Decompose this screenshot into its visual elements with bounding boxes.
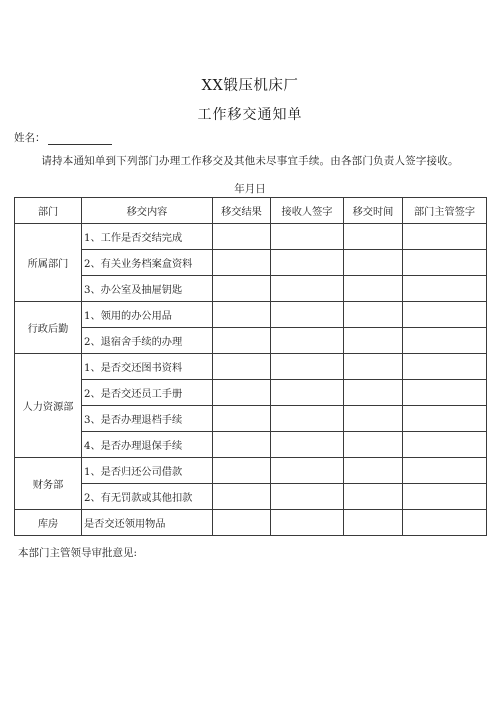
name-row bbox=[14, 130, 112, 145]
item-cell: 4、是否办理退保手续 bbox=[82, 432, 213, 458]
item-cell: 1、是否交还图书资料 bbox=[82, 354, 213, 380]
date-label: 年月日 bbox=[234, 183, 266, 195]
manager-sign-cell[interactable] bbox=[403, 380, 487, 406]
result-cell[interactable] bbox=[213, 510, 271, 536]
result-cell[interactable] bbox=[213, 354, 271, 380]
result-cell[interactable] bbox=[213, 406, 271, 432]
name-blank-line[interactable] bbox=[48, 132, 112, 145]
name-label: 姓名： bbox=[14, 132, 46, 144]
item-cell: 2、是否交还员工手册 bbox=[82, 380, 213, 406]
receiver-sign-cell[interactable] bbox=[271, 458, 344, 484]
manager-sign-cell[interactable] bbox=[403, 484, 487, 510]
item-cell: 1、领用的办公用品 bbox=[82, 302, 213, 328]
approval-label: 本部门主管领导审批意见: bbox=[18, 547, 138, 559]
table-row bbox=[15, 432, 487, 458]
result-cell[interactable] bbox=[213, 432, 271, 458]
item-cell: 3、办公室及抽屉钥匙 bbox=[82, 276, 213, 302]
form-title: 工作移交通知单 bbox=[197, 107, 303, 123]
header-result: 移交结果 bbox=[213, 198, 271, 224]
time-cell[interactable] bbox=[344, 354, 403, 380]
dept-cell: 财务部 bbox=[15, 458, 82, 510]
item-cell: 1、是否归还公司借款 bbox=[82, 458, 213, 484]
time-cell[interactable] bbox=[344, 224, 403, 250]
table-row bbox=[15, 276, 487, 302]
table-row bbox=[15, 224, 487, 250]
manager-sign-cell[interactable] bbox=[403, 354, 487, 380]
table-row bbox=[15, 406, 487, 432]
result-cell[interactable] bbox=[213, 276, 271, 302]
item-cell: 2、有关业务档案盒资料 bbox=[82, 250, 213, 276]
manager-sign-cell[interactable] bbox=[403, 224, 487, 250]
dept-cell: 行政后勤 bbox=[15, 302, 82, 354]
time-cell[interactable] bbox=[344, 380, 403, 406]
item-cell: 2、有无罚款或其他扣款 bbox=[82, 484, 213, 510]
notice-text: 请持本通知单到下列部门办理工作移交及其他未尽事宜手续。由各部门负责人签字接收。 bbox=[41, 155, 459, 167]
manager-sign-cell[interactable] bbox=[403, 458, 487, 484]
receiver-sign-cell[interactable] bbox=[271, 276, 344, 302]
table-row bbox=[15, 458, 487, 484]
table-row bbox=[15, 354, 487, 380]
receiver-sign-cell[interactable] bbox=[271, 224, 344, 250]
item-cell: 2、退宿舍手续的办理 bbox=[82, 328, 213, 354]
time-cell[interactable] bbox=[344, 406, 403, 432]
table-row bbox=[15, 380, 487, 406]
receiver-sign-cell[interactable] bbox=[271, 250, 344, 276]
result-cell[interactable] bbox=[213, 302, 271, 328]
time-cell[interactable] bbox=[344, 276, 403, 302]
manager-sign-cell[interactable] bbox=[403, 406, 487, 432]
result-cell[interactable] bbox=[213, 484, 271, 510]
table-row bbox=[15, 328, 487, 354]
manager-sign-cell[interactable] bbox=[403, 276, 487, 302]
time-cell[interactable] bbox=[344, 458, 403, 484]
receiver-sign-cell[interactable] bbox=[271, 484, 344, 510]
header-content: 移交内容 bbox=[82, 198, 213, 224]
result-cell[interactable] bbox=[213, 380, 271, 406]
manager-sign-cell[interactable] bbox=[403, 328, 487, 354]
company-name: XX锻压机床厂 bbox=[201, 78, 299, 94]
table-row bbox=[15, 250, 487, 276]
table-row bbox=[15, 484, 487, 510]
manager-sign-cell[interactable] bbox=[403, 250, 487, 276]
table-row bbox=[15, 302, 487, 328]
header-receiver-sign: 接收人签字 bbox=[271, 198, 344, 224]
time-cell[interactable] bbox=[344, 510, 403, 536]
receiver-sign-cell[interactable] bbox=[271, 380, 344, 406]
table-row bbox=[15, 510, 487, 536]
item-cell: 1、工作是否交结完成 bbox=[82, 224, 213, 250]
receiver-sign-cell[interactable] bbox=[271, 328, 344, 354]
header-time: 移交时间 bbox=[344, 198, 403, 224]
table-header-row bbox=[15, 198, 487, 224]
handover-table bbox=[14, 197, 487, 536]
receiver-sign-cell[interactable] bbox=[271, 354, 344, 380]
header-dept: 部门 bbox=[15, 198, 82, 224]
item-cell: 是否交还领用物品 bbox=[82, 510, 213, 536]
manager-sign-cell[interactable] bbox=[403, 510, 487, 536]
time-cell[interactable] bbox=[344, 328, 403, 354]
dept-cell: 人力资源部 bbox=[15, 354, 82, 458]
receiver-sign-cell[interactable] bbox=[271, 432, 344, 458]
result-cell[interactable] bbox=[213, 250, 271, 276]
result-cell[interactable] bbox=[213, 224, 271, 250]
time-cell[interactable] bbox=[344, 250, 403, 276]
item-cell: 3、是否办理退档手续 bbox=[82, 406, 213, 432]
receiver-sign-cell[interactable] bbox=[271, 406, 344, 432]
result-cell[interactable] bbox=[213, 458, 271, 484]
result-cell[interactable] bbox=[213, 328, 271, 354]
manager-sign-cell[interactable] bbox=[403, 432, 487, 458]
dept-cell: 所属部门 bbox=[15, 224, 82, 302]
receiver-sign-cell[interactable] bbox=[271, 510, 344, 536]
dept-cell: 库房 bbox=[15, 510, 82, 536]
time-cell[interactable] bbox=[344, 432, 403, 458]
header-manager-sign: 部门主管签字 bbox=[403, 198, 487, 224]
time-cell[interactable] bbox=[344, 302, 403, 328]
manager-sign-cell[interactable] bbox=[403, 302, 487, 328]
receiver-sign-cell[interactable] bbox=[271, 302, 344, 328]
time-cell[interactable] bbox=[344, 484, 403, 510]
